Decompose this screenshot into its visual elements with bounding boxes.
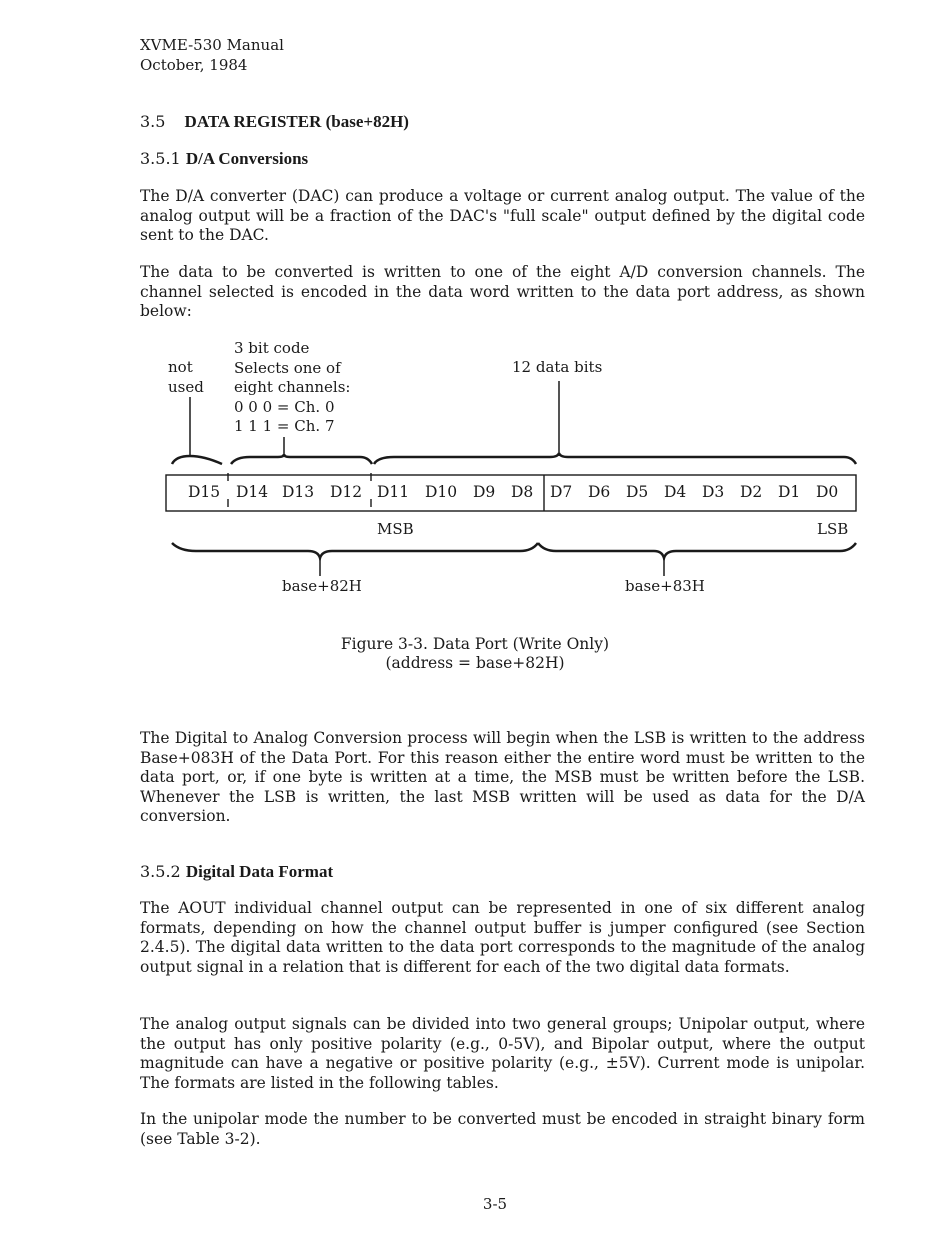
bit-label: D15: [188, 483, 221, 501]
paragraph-dac-intro: The D/A converter (DAC) can produce a voltage or current analog output. The value of the analog output will be a fraction of the DAC's "full scale" output defined by the digital code sent to the DAC.: [140, 187, 865, 244]
bit-label: D3: [702, 483, 725, 501]
section-title: Digital Data Format: [185, 862, 334, 881]
bit-label: D9: [473, 483, 496, 501]
manual-title: XVME-530 Manual: [140, 36, 284, 54]
page-number: 3-5: [482, 1195, 508, 1213]
base-82h-label: base+82H: [282, 577, 362, 595]
bit-label: D13: [282, 483, 315, 501]
section-number: 3.5.2: [140, 862, 181, 881]
bit-label: D12: [330, 483, 363, 501]
section-number: 3.5.1: [140, 149, 181, 168]
not-used-label: not used: [168, 358, 204, 396]
paragraph-unipolar-mode: In the unipolar mode the number to be converted must be encoded in straight binary form (see Table 3-2).: [140, 1110, 865, 1148]
bit-label: D1: [778, 483, 801, 501]
section-number: 3.5: [140, 112, 166, 131]
base-83h-label: base+83H: [625, 577, 705, 595]
section-3-5-2-heading: [140, 862, 333, 882]
paragraph-aout-formats: The AOUT individual channel output can be represented in one of six different analog formats, depending on how the channel output buffer is jumper configured (see Section 2.4.5). The digital data written to the data port corresponds to the magnitude of the analog output signal in a relation that is different for each of the two digital data formats.: [140, 899, 865, 976]
paragraph-channel-select: The data to be converted is written to one of the eight A/D conversion channels. The channel selected is encoded in the data word written to the data port address, as shown below:: [140, 263, 865, 320]
data-bits-label: 12 data bits: [512, 358, 603, 376]
section-title: D/A Conversions: [185, 149, 309, 168]
lsb-label: LSB: [817, 520, 849, 538]
figure-caption-address: (address = base+82H): [385, 654, 565, 672]
channel-code-label: 3 bit code Selects one of eight channels: 0 0 0 = Ch. 0 1 1 1 = Ch. 7: [234, 339, 351, 435]
bit-label: D4: [664, 483, 687, 501]
msb-label: MSB: [377, 520, 414, 538]
bit-label: D2: [740, 483, 763, 501]
bit-label: D7: [550, 483, 573, 501]
bit-label: D5: [626, 483, 649, 501]
bit-label: D6: [588, 483, 611, 501]
bit-label: D10: [425, 483, 458, 501]
bit-label: D14: [236, 483, 269, 501]
paragraph-conversion-process: The Digital to Analog Conversion process will begin when the LSB is written to the address Base+083H of the Data Port. For this reason either the entire word must be written to the data port, or, if one byte is written at a time, the MSB must be written before the LSB. Whenever the LSB is written, the last MSB written will be used as data for the D/A conversion.: [140, 729, 865, 825]
section-title: DATA REGISTER (base+82H): [184, 112, 409, 131]
manual-date: October, 1984: [140, 56, 248, 74]
figure-caption: Figure 3-3. Data Port (Write Only): [340, 635, 610, 653]
bit-label: D8: [511, 483, 534, 501]
bit-label: D11: [377, 483, 410, 501]
paragraph-output-groups: The analog output signals can be divided into two general groups; Unipolar output, where the output has only positive polarity (e.g., 0-5V), and Bipolar output, where the output magnitude can have a negative or positive polarity (e.g., ±5V). Current mode is unipolar. The formats are listed in the following tables.: [140, 1015, 865, 1092]
bit-label: D0: [816, 483, 839, 501]
